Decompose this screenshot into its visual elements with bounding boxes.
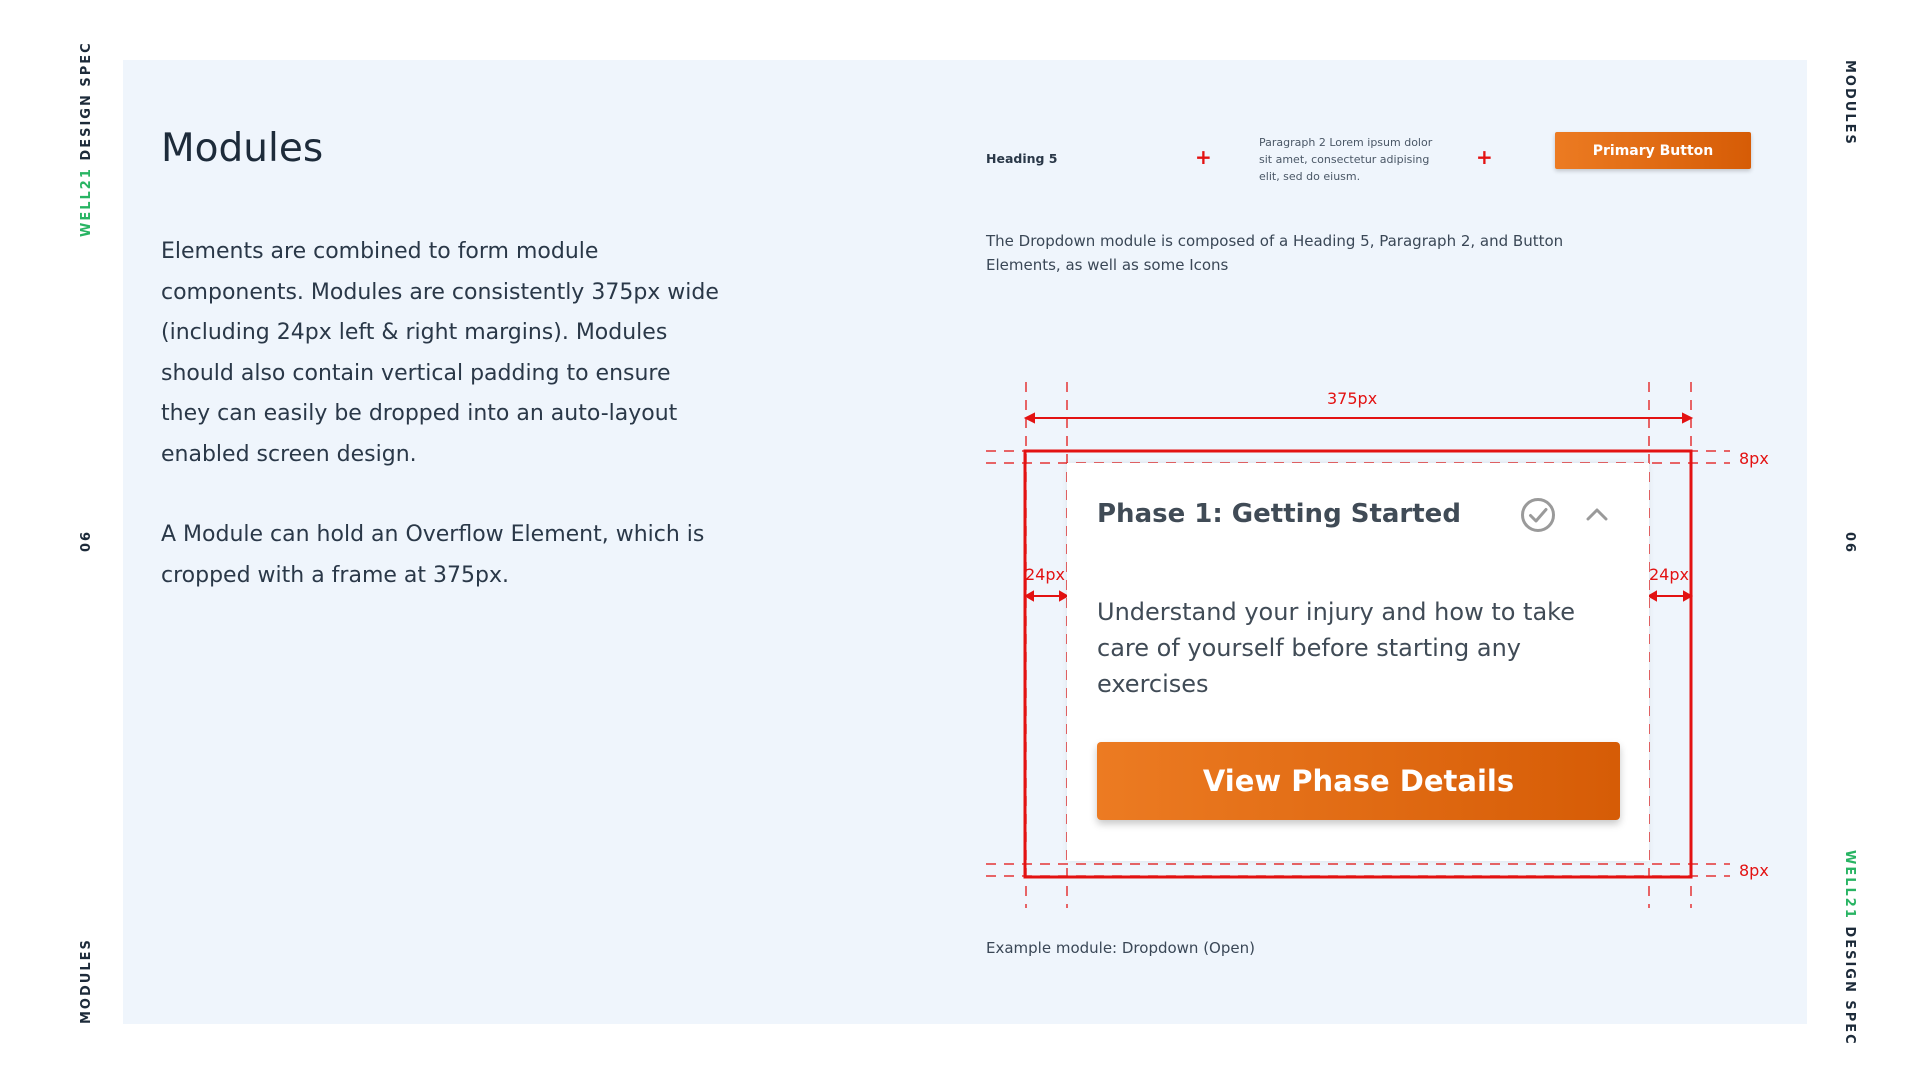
paragraph-1: Elements are combined to form module components. Modules are consistently 375px wide (including 24px left & right margins). Modules should also contain vertical padding to ensure they can easily be dropped into an auto-layout enabled screen design. xyxy=(161,239,719,467)
body-text xyxy=(161,232,721,596)
rail-spec: DESIGN SPEC xyxy=(1842,919,1857,1046)
equation-paragraph-label: Paragraph 2 Lorem ipsum dolor sit amet, consectetur adipising elit, sed do eiusm. xyxy=(1259,136,1433,183)
rail-right-bottom xyxy=(1842,850,1857,1046)
rail-brand: WELL21 xyxy=(79,167,94,237)
plus-icon: + xyxy=(1195,145,1212,169)
right-margin-label: 24px xyxy=(1649,565,1689,584)
primary-button-sample[interactable]: Primary Button xyxy=(1555,132,1751,169)
module-description: The Dropdown module is composed of a Heading 5, Paragraph 2, and Button Elements, as well as some Icons xyxy=(986,232,1564,274)
view-phase-details-button[interactable]: View Phase Details xyxy=(1097,742,1620,820)
bottom-padding-label: 8px xyxy=(1739,861,1769,880)
chevron-up-icon[interactable] xyxy=(1585,503,1609,527)
module-caption: Example module: Dropdown (Open) xyxy=(986,939,1255,957)
equation-heading-label: Heading 5 xyxy=(986,151,1058,166)
rail-left-section: MODULES xyxy=(79,938,94,1024)
plus-icon: + xyxy=(1476,145,1493,169)
module-body-text: Understand your injury and how to take care of yourself before starting any exercises xyxy=(1097,598,1575,698)
left-margin-label: 24px xyxy=(1025,565,1065,584)
module-title: Phase 1: Getting Started xyxy=(1097,499,1461,529)
rail-left-top xyxy=(79,41,94,237)
rail-left-number: 06 xyxy=(79,529,94,552)
check-circle-icon[interactable] xyxy=(1520,497,1556,533)
top-padding-label: 8px xyxy=(1739,449,1769,468)
width-dimension-label: 375px xyxy=(1327,389,1378,408)
rail-spec: DESIGN SPEC xyxy=(79,41,94,168)
rail-right-section: MODULES xyxy=(1842,60,1857,146)
page-title: Modules xyxy=(161,126,324,171)
rail-right-number: 06 xyxy=(1842,532,1857,555)
paragraph-2: A Module can hold an Overflow Element, which is cropped with a frame at 375px. xyxy=(161,522,705,588)
dropdown-module-card xyxy=(1067,463,1649,861)
rail-brand: WELL21 xyxy=(1842,850,1857,920)
